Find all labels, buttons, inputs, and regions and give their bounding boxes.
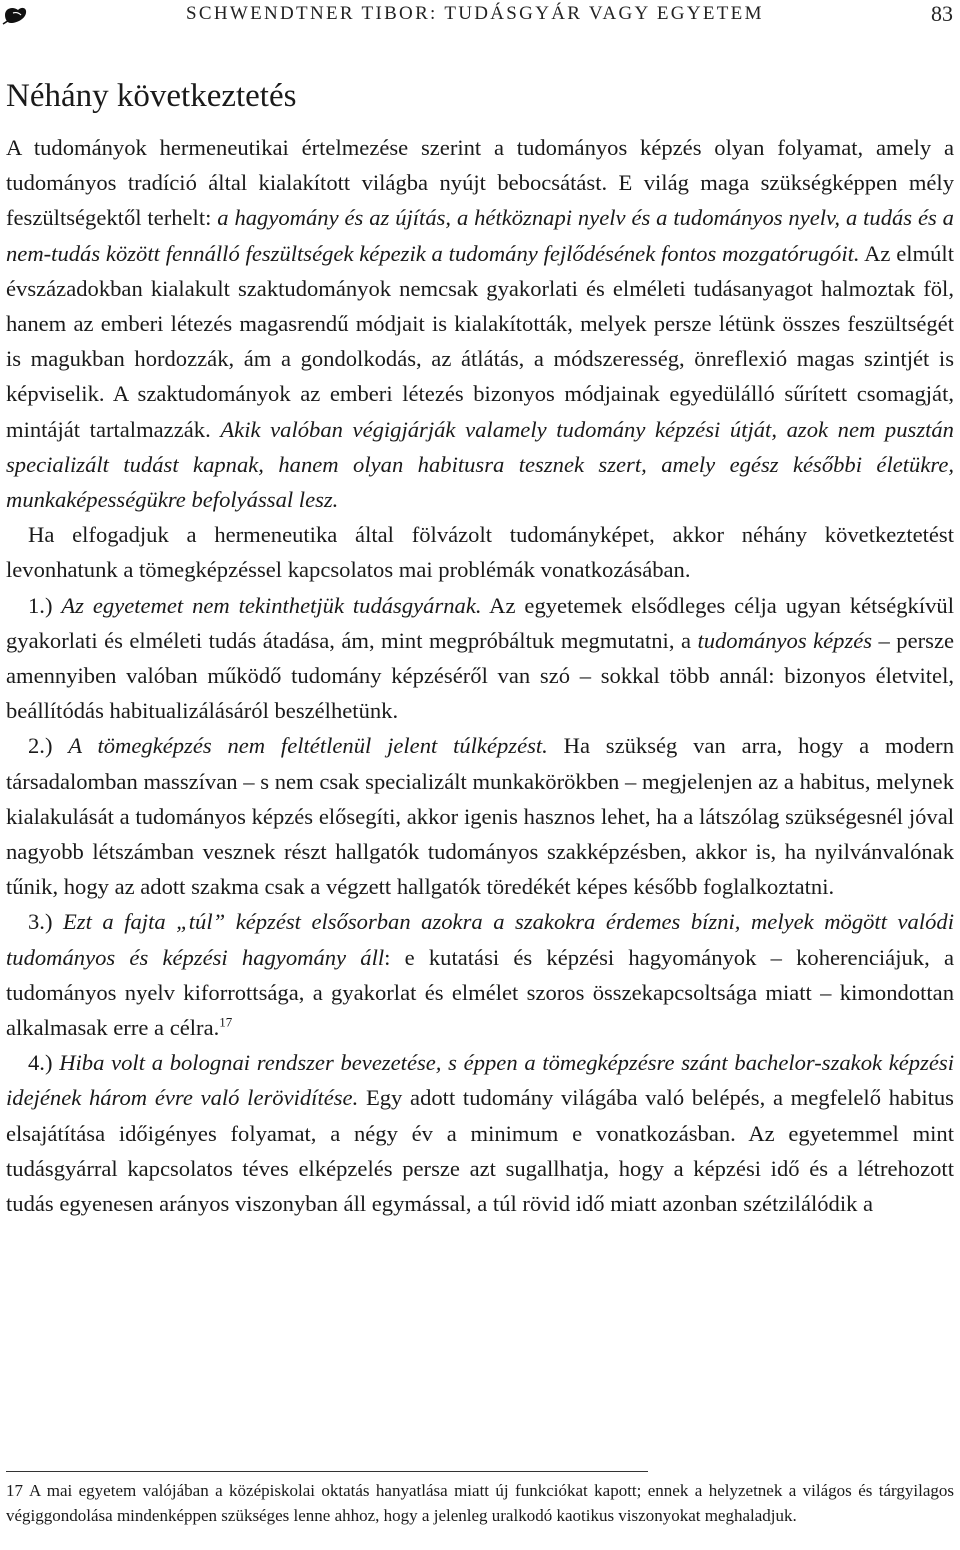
footnote-reference[interactable]: 17 bbox=[219, 1014, 233, 1030]
text-run: Egy adott tudomány világába való belépés, a megfelelő habitus elsajátítása időigényes folyamat, a négy év a minimum e vonatkozásban. Az egyetemmel mint tudásgyárral kapcsolatos téves elképzelés persze azt sugallhatja, hogy a képzési idő és a létrehozott tudás egyenesen arányos viszonyban áll egymással, a túl rövid idő miatt azonban szétzilálódik a bbox=[6, 1085, 954, 1217]
point-number: 1.) bbox=[28, 592, 62, 618]
footnote bbox=[6, 1479, 954, 1528]
body-text bbox=[6, 130, 954, 1221]
point-number: 2.) bbox=[28, 733, 69, 759]
section-title: Néhány következtetés bbox=[6, 78, 297, 114]
emphasis-run: Ezt a fajta „túl” képzést elsősorban azokra a szakokra érdemes bízni, melyek mögött valódi tudományos és képzési hagyomány áll bbox=[6, 909, 954, 970]
emphasis-run: Hiba volt a bolognai rendszer bevezetése, s éppen a tömegképzésre szánt bachelor-szakok képzési idejének három évre való lerövidítése. bbox=[6, 1050, 954, 1111]
emphasis-run: a hagyomány és az újítás, a hétköznapi nyelv és a tudományos nyelv, a tudás és a nem-tudás között fennálló feszültségek képezik a tudomány fejlődésének fontos mozgatórugóit. bbox=[6, 205, 954, 266]
page-header bbox=[0, 0, 960, 34]
footnote-number: 17 bbox=[6, 1481, 23, 1500]
text-run: – persze amennyiben valóban működő tudomány képzéséről van szó – sokkal több annál: bizonyos életvitel, beállítódás habitualizálásáról beszélhetünk. bbox=[6, 627, 955, 724]
point-number: 4.) bbox=[28, 1050, 60, 1076]
paragraph-point-1 bbox=[6, 588, 954, 729]
emphasis-run: Az egyetemet nem tekinthetjük tudásgyárnak. bbox=[61, 592, 482, 618]
emphasis-run: Akik valóban végigjárják valamely tudomány képzési útját, azok nem pusztán specializált tudást kapnak, hanem olyan habitusra tesznek szert, amely egész későbbi életükre, munkaképességükre befolyással lesz. bbox=[6, 416, 954, 513]
text-run: Az elmúlt évszázadokban kialakult szaktudományok nemcsak gyakorlati és elméleti tudásanyagot halmoztak föl, hanem az emberi létezés magasrendű módjait is kialakították, melyek persze létünk összes feszültségét is magukban hordozzák, ám a gondolkodás, az átlátás, a módszeresség, önreflexió magas szintjét is képviselik. A szaktudományok az emberi létezés bizonyos módjainak egyedülálló sűrített csomagját, mintáját tartalmazzák. bbox=[6, 240, 954, 442]
paragraph-point-2 bbox=[6, 728, 954, 904]
emphasis-run: tudományos képzés bbox=[697, 627, 873, 653]
text-run: Ha szükség van arra, hogy a modern társadalomban masszívan – s nem csak specializált munkakörökben – megjelenjen az a habitus, melynek kialakulását a tudományos képzés elősegíti, akkor igenis hasznos lehet, ha a látszólag szükségesnél jóval nagyobb létszámban vesznek részt hallgatók tudományos szakképzésben, akkor is, ha nyilvánvalónak tűnik, hogy az adott szakma csak a végzett hallgatók töredékét képes később foglalkoztatni. bbox=[6, 733, 954, 900]
paragraph-intro bbox=[6, 130, 954, 517]
text-run: Ha elfogadjuk a hermeneutika által fölvázolt tudományképet, akkor néhány következtetést levonhatunk a tömegképzéssel kapcsolatos mai problémák vonatkozásában. bbox=[6, 522, 954, 583]
running-head: SCHWENDTNER TIBOR: TUDÁSGYÁR VAGY EGYETEM bbox=[186, 3, 764, 24]
hedera-leaf-icon bbox=[2, 4, 28, 26]
page-number: 83 bbox=[931, 1, 953, 26]
point-number: 3.) bbox=[28, 909, 63, 935]
paragraph-transition bbox=[6, 517, 954, 587]
text-run: A tudományok hermeneutikai értelmezése szerint a tudományos képzés olyan folyamat, amely a tudományos tradíció által kialakított világba nyújt bebocsátást. E világ maga szükségképpen mély feszültségektől terhelt: bbox=[6, 135, 954, 231]
text-run: : e kutatási és képzési hagyományok – koherenciájuk, a tudományos nyelv kiforrottsága, a gyakorlat és elmélet szoros összekapcsoltsága miatt – kimondottan alkalmasak erre a célra. bbox=[6, 944, 954, 1041]
text-run: Az egyetemek elsődleges célja ugyan kétségkívül gyakorlati és elméleti tudás átadása, ám, mint megpróbáltuk megmutatni, a bbox=[6, 592, 954, 653]
footnote-text: A mai egyetem valójában a középiskolai oktatás hanyatlása miatt új funkciókat kapott; ennek a helyzetnek a világos és tárgyilagos végiggondolása mindenképpen szükséges lenne ahhoz, hogy a jelenleg uralkodó kaotikus viszonyokat meghaladjuk. bbox=[6, 1481, 954, 1525]
footnote-divider bbox=[6, 1471, 648, 1472]
emphasis-run: A tömegképzés nem feltétlenül jelent túlképzést. bbox=[68, 733, 548, 759]
paragraph-point-3 bbox=[6, 904, 954, 1045]
paragraph-point-4 bbox=[6, 1045, 954, 1221]
